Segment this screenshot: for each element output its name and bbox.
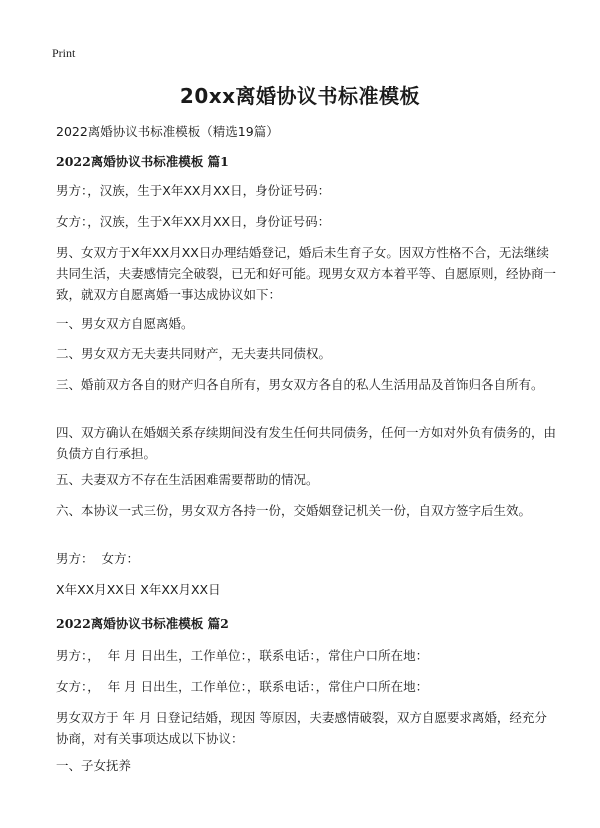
paragraph-clause-2: 二、男女双方无夫妻共同财产，无夫妻共同债权。 bbox=[56, 346, 332, 361]
print-label: Print bbox=[52, 46, 76, 60]
paragraph-husband-details: 男方：， 年 月 日出生，工作单位：，联系电话：，常住户口所在地： bbox=[56, 648, 429, 663]
paragraph-wife-details: 女方：， 年 月 日出生，工作单位：，联系电话：，常住户口所在地： bbox=[56, 679, 429, 694]
paragraph-clause-5: 五、夫妻双方不存在生活困难需要帮助的情况。 bbox=[56, 472, 319, 487]
paragraph-agreement-intro: 男女双方于 年 月 日登记结婚，现因 等原因，夫妻感情破裂，双方自愿要求离婚，经充分协商，对有关事项达成以下协议： bbox=[56, 710, 547, 746]
paragraph-clause-4: 四、双方确认在婚姻关系存续期间没有发生任何共同债务，任何一方如对外负有债务的，由负债方自行承担。 bbox=[56, 425, 557, 461]
paragraph-clause-3: 三、婚前双方各自的财产归各自所有，男女双方各自的私人生活用品及首饰归各自所有。 bbox=[56, 377, 544, 392]
paragraph-marriage-background: 男、女双方于X年XX月XX日办理结婚登记，婚后未生育子女。因双方性格不合，无法继续共同生活，夫妻感情完全破裂，已无和好可能。现男女双方本着平等、自愿原则，经协商一致，就双方自愿离婚一事达成协议如下： bbox=[56, 245, 557, 302]
document-title: 20xx离婚协议书标准模板 bbox=[179, 84, 421, 108]
document-subtitle: 2022离婚协议书标准模板（精选19篇） bbox=[56, 124, 279, 139]
section-heading-1: 2022离婚协议书标准模板 篇1 bbox=[56, 154, 229, 169]
paragraph-clause-1: 一、男女双方自愿离婚。 bbox=[56, 316, 194, 331]
section-heading-2: 2022离婚协议书标准模板 篇2 bbox=[56, 616, 229, 631]
paragraph-wife-info: 女方：，汉族，生于X年XX月XX日，身份证号码： bbox=[56, 214, 331, 229]
paragraph-child-custody: 一、子女抚养 bbox=[56, 758, 132, 773]
paragraph-signature-dates: X年XX月XX日 X年XX月XX日 bbox=[56, 582, 221, 597]
paragraph-clause-6: 六、本协议一式三份，男女双方各持一份，交婚姻登记机关一份，自双方签字后生效。 bbox=[56, 503, 532, 518]
paragraph-signatures: 男方： 女方： bbox=[56, 551, 139, 566]
paragraph-husband-info: 男方：，汉族，生于X年XX月XX日，身份证号码： bbox=[56, 183, 331, 198]
